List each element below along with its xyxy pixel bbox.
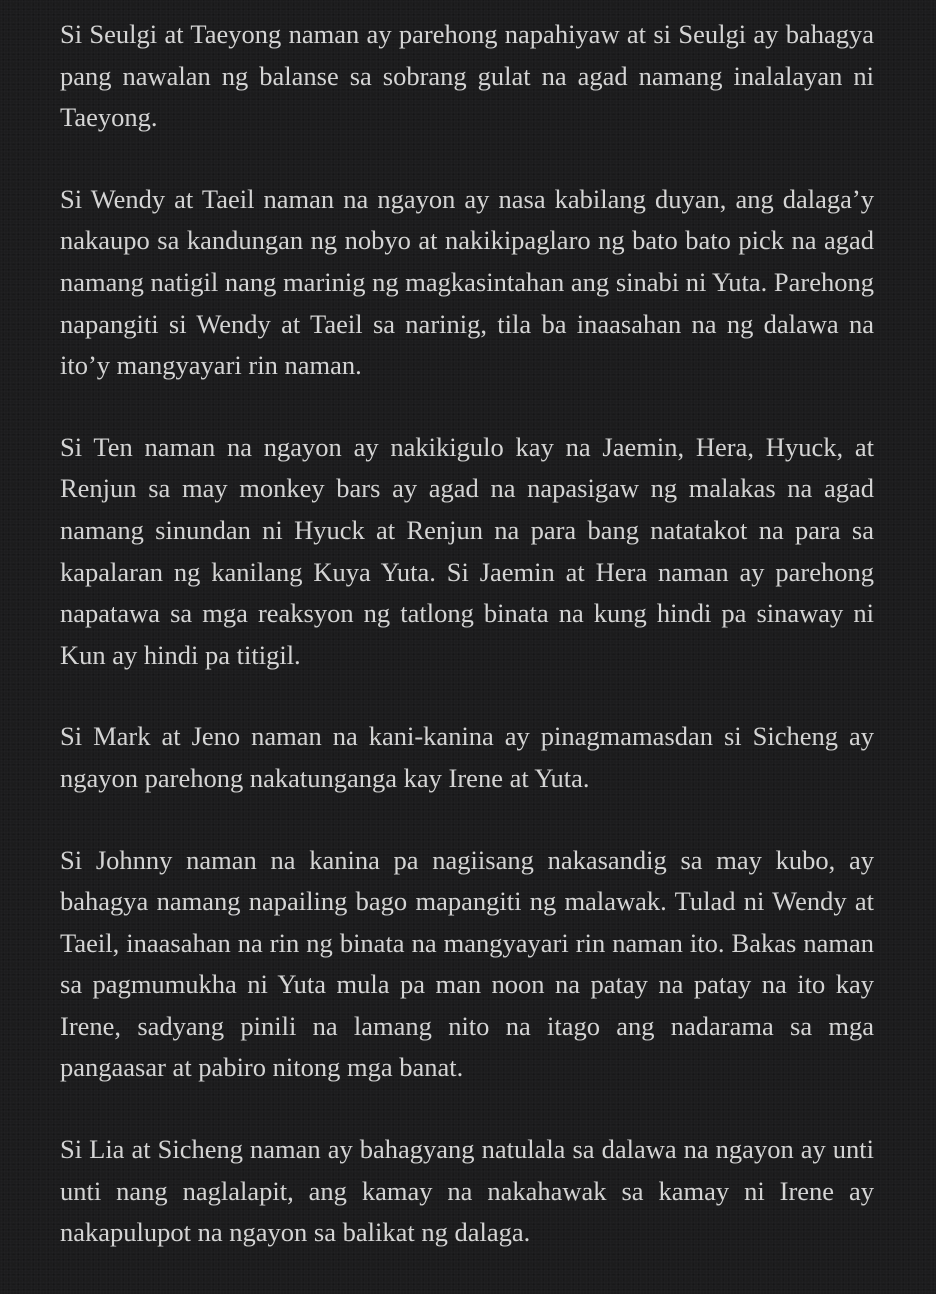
paragraph-wendy-taeil: Si Wendy at Taeil naman na ngayon ay nasa kabilang duyan, ang dalaga’y nakaupo sa kandungan ng nobyo at nakikipaglaro ng bato bato pick na agad namang natigil nang marinig ng magkasintahan ang sinabi ni Yuta. Parehong napangiti si Wendy at Taeil sa narinig, tila ba inaasahan na ng dalawa na ito’y mangyayari rin naman.: [60, 183, 874, 381]
paragraph-seulgi-taeyong: Si Seulgi at Taeyong naman ay parehong napahiyaw at si Seulgi ay bahagya pang nawalan ng balanse sa sobrang gulat na agad namang inalalayan ni Taeyong.: [60, 19, 874, 133]
paragraph-lia-sicheng: Si Lia at Sicheng naman ay bahagyang natulala sa dalawa na ngayon ay unti unti nang naglalapit, ang kamay na nakahawak sa kamay ni Irene ay nakapulupot na ngayon sa balikat ng dalaga.: [60, 1134, 874, 1248]
paragraph-johnny: Si Johnny naman na kanina pa nagiisang nakasandig sa may kubo, ay bahagya namang napailing bago mapangiti ng malawak. Tulad ni Wendy at Taeil, inaasahan na rin ng binata na mangyayari rin naman ito. Bakas naman sa pagmumukha ni Yuta mula pa man noon na patay na patay na ito kay Irene, sadyang pinili na lamang nito na itago ang nadarama sa mga pangaasar at pabiro nitong mga banat.: [60, 844, 874, 1083]
paragraph-mark-jeno: Si Mark at Jeno naman na kani-kanina ay pinagmamasdan si Sicheng ay ngayon parehong nakatunganga kay Irene at Yuta.: [60, 721, 874, 793]
paragraph-ten-monkey-bars: Si Ten naman na ngayon ay nakikigulo kay na Jaemin, Hera, Hyuck, at Renjun sa may monkey bars ay agad na napasigaw ng malakas na agad namang sinundan ni Hyuck at Renjun na para bang natatakot na para sa kapalaran ng kanilang Kuya Yuta. Si Jaemin at Hera naman ay parehong napatawa sa mga reaksyon ng tatlong binata na kung hindi pa sinaway ni Kun ay hindi pa titigil.: [60, 431, 874, 670]
story-text: [60, 14, 874, 1294]
